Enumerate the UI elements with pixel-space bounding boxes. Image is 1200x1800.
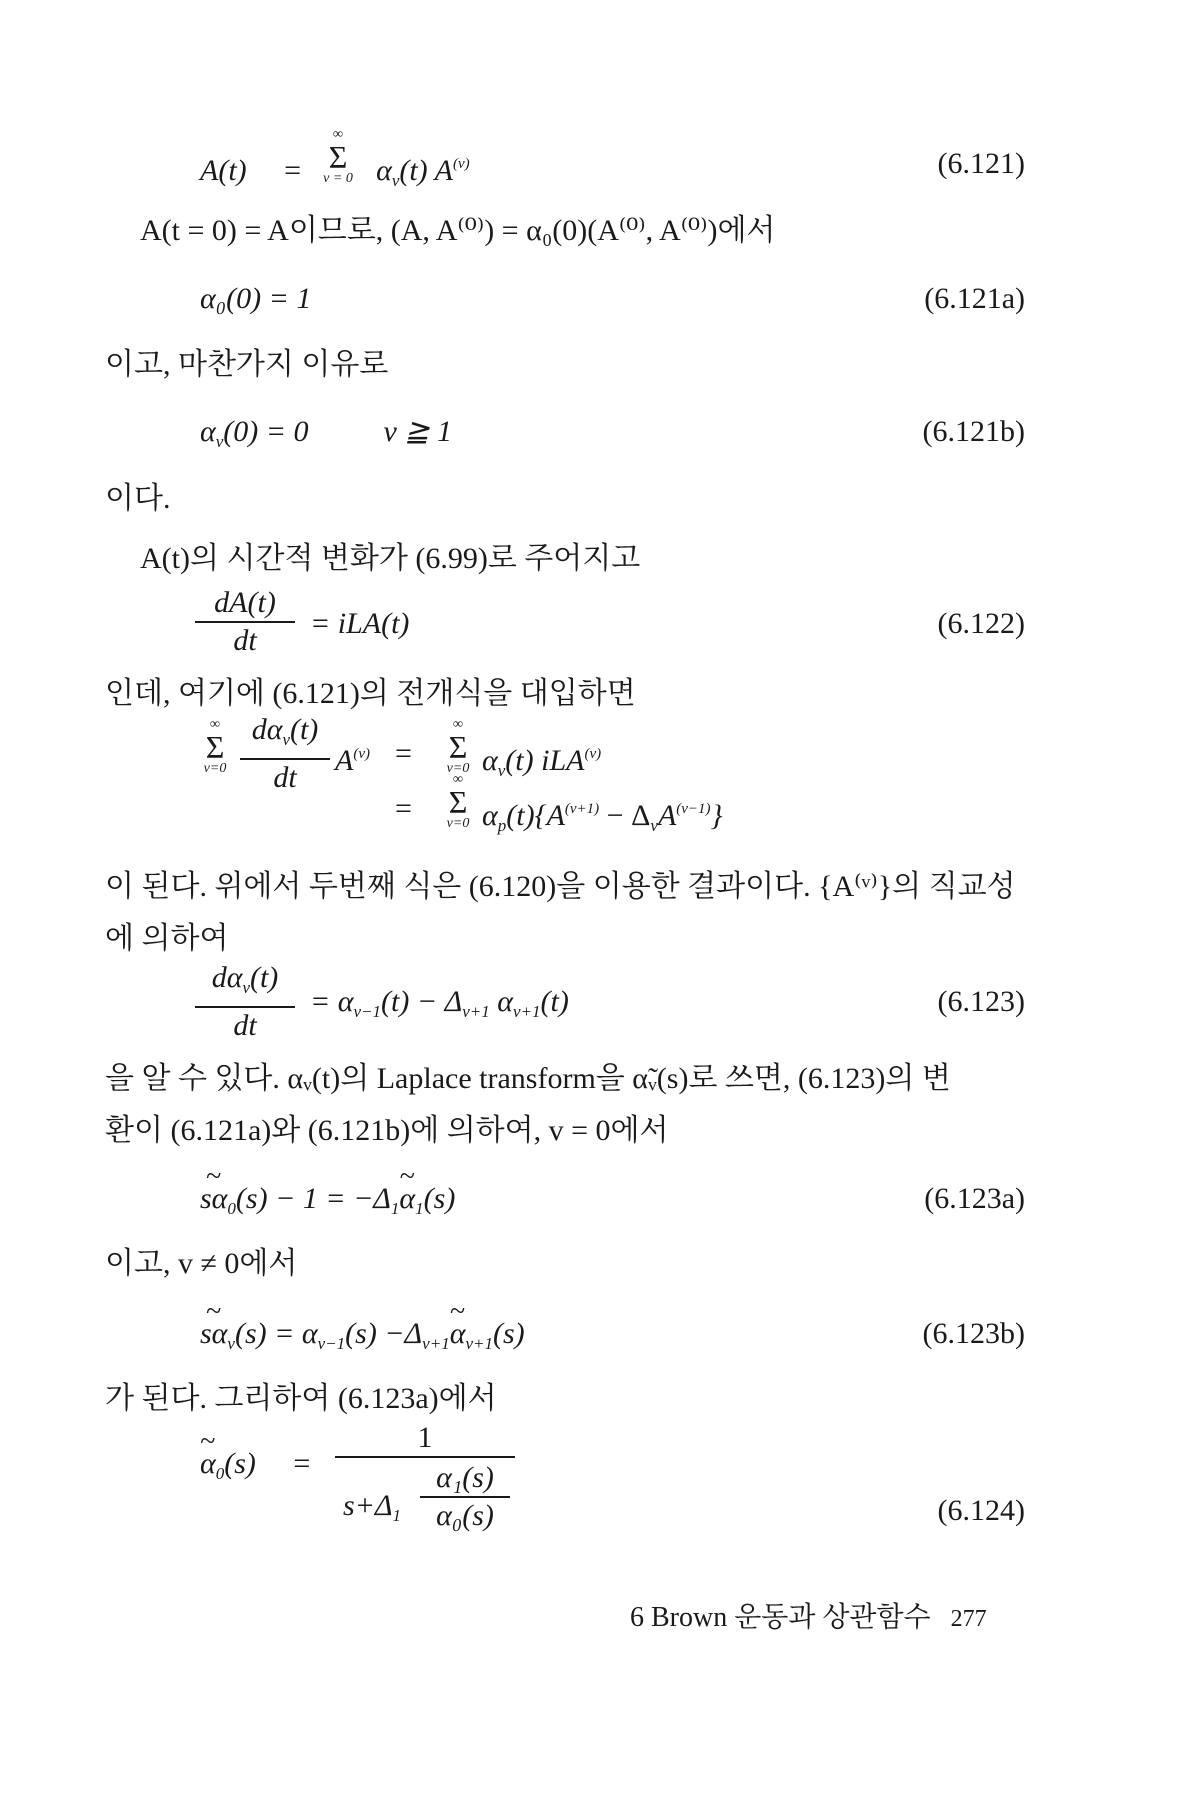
fraction-numerator: 1 [417, 1421, 433, 1454]
eq-sub: v+1 [512, 1002, 541, 1021]
eq-part: (s) −Δ [345, 1317, 423, 1350]
num-sub: v [282, 730, 290, 749]
eq-sub: v+1 [465, 1334, 493, 1353]
page-number: 277 [950, 1606, 987, 1632]
fraction-continued [335, 1420, 515, 1554]
equation-number: (6.121) [937, 147, 1025, 180]
fraction-dA-dt [195, 585, 295, 659]
equation-6-123b [200, 1315, 525, 1363]
equation-number: (6.123) [937, 985, 1025, 1018]
text-line: 이고, v ≠ 0에서 [105, 1247, 298, 1280]
eq-sub: v+1 [422, 1334, 450, 1353]
eq-alpha: α [200, 415, 216, 448]
sigma: Σ [448, 784, 468, 820]
equals-sign: = [395, 792, 412, 825]
eq-sub: v [650, 816, 658, 835]
eq-sub: v−1 [317, 1334, 346, 1353]
eq-sup: (v) [584, 746, 602, 762]
eq-part: = α [310, 985, 354, 1018]
eq-part: (s) [224, 1447, 256, 1480]
eq-A: A [657, 799, 677, 832]
den-prefix [343, 1488, 401, 1534]
eq-part: α [399, 1182, 416, 1215]
eq-sub: v [227, 1334, 235, 1353]
text-line: 이 된다. 위에서 두번째 식은 (6.120)을 이용한 결과이다. {A⁽ᵛ⁾}의 직교성 [105, 870, 1016, 903]
eq-minus-delta: − Δ [599, 799, 651, 832]
summation-sign [318, 128, 358, 186]
equation-number: (6.123b) [922, 1317, 1025, 1350]
text-line: 환이 (6.121a)와 (6.121b)에 의하여, v = 0에서 [105, 1114, 669, 1147]
eq-sub: v−1 [353, 1002, 382, 1021]
eq-part: (s) [492, 1317, 525, 1350]
eq-brace: } [710, 799, 723, 832]
equation-6-123a [200, 1180, 455, 1228]
eq-sup: (v) [353, 746, 370, 762]
eq-part: sα [200, 1182, 228, 1215]
eq-part: (t) − Δ [381, 985, 463, 1018]
sum-line-1-rhs [482, 735, 601, 790]
eq-sub: 1 [392, 1506, 402, 1525]
eq-sub: 0 [227, 1199, 236, 1218]
sigma: Σ [205, 729, 225, 765]
num-rest: (t) [289, 713, 319, 746]
eq-A: A [335, 744, 354, 777]
eq-part: (s) [423, 1182, 456, 1215]
eq-rest: (0) = 0 [223, 415, 309, 448]
equation-6-124-lhs [200, 1445, 310, 1493]
sum-line-1-lhs [335, 735, 370, 780]
equals-sign: = [395, 737, 412, 770]
eq-sub: v [215, 432, 224, 451]
eq-part: s+Δ [343, 1489, 393, 1522]
eq-rest: (t) iLA [505, 744, 585, 777]
fraction-numerator [195, 960, 295, 1006]
tilde-term [200, 1445, 216, 1483]
fraction-denominator: dt [240, 758, 330, 796]
text-line: 을 알 수 있다. αᵥ(t)의 Laplace transform을 α̃ᵥ(s)로 쓰면, (6.123)의 변 [105, 1062, 951, 1095]
equation-number: (6.124) [937, 1494, 1025, 1527]
equation-6-123 [310, 983, 569, 1031]
fraction-dalpha-dt [195, 960, 295, 1044]
num-rest: (t) [249, 961, 279, 994]
running-title: 6 Brown 운동과 상관함수 [630, 1602, 931, 1633]
sigma: Σ [328, 139, 348, 175]
inner-denominator: α₀(s) [420, 1496, 510, 1534]
eq-alpha: α [482, 799, 498, 832]
eq-sub: v [391, 171, 400, 190]
eq-sub: 0 [215, 1464, 225, 1483]
fraction-denominator [335, 1456, 515, 1554]
tilde-term [200, 1180, 227, 1218]
text-line: 인데, 여기에 (6.121)의 전개식을 대입하면 [105, 677, 636, 710]
equals-sign: = [293, 1447, 311, 1480]
sigma: Σ [448, 729, 468, 765]
fraction-dalpha-dt [240, 712, 330, 796]
fraction-denominator: dt [195, 621, 295, 659]
text-line: 가 된다. 그리하여 (6.123a)에서 [105, 1382, 497, 1415]
eq-sup: (v−1) [676, 801, 711, 817]
summation-sign [438, 718, 478, 776]
page-footer [630, 1600, 987, 1637]
eq-part: α [200, 1447, 216, 1480]
equation-6-121a: α₀(0) = 1 [200, 282, 312, 315]
eq-sub: p [497, 816, 507, 835]
eq-part: sα [200, 1317, 228, 1350]
eq-rest: (t){A [506, 799, 565, 832]
text-line: 에 의하여 [105, 922, 229, 955]
eq-rhs: (t) A [399, 154, 453, 187]
sum-upper: ∞ [453, 772, 463, 787]
sum-lower: v = 0 [323, 171, 353, 186]
sum-upper: ∞ [453, 717, 463, 732]
eq-sup: (v+1) [564, 801, 600, 817]
sum-lower: v=0 [446, 761, 470, 776]
equation-6-121b [200, 413, 452, 461]
sum-upper: ∞ [333, 127, 343, 142]
equation-6-122: = iLA(t) [310, 607, 410, 640]
eq-lhs: A(t) [200, 154, 247, 187]
num-sub: v [242, 978, 250, 997]
eq-sub: v+1 [462, 1002, 490, 1021]
eq-sub: 1 [390, 1199, 400, 1218]
text-line: 이다. [105, 482, 171, 515]
fraction-denominator: dt [195, 1006, 295, 1044]
inner-fraction [420, 1460, 510, 1534]
eq-alpha: α [482, 744, 498, 777]
eq-alpha: α [376, 154, 392, 187]
tilde-term [450, 1315, 466, 1353]
sum-upper: ∞ [210, 717, 220, 732]
eq-part: (s) = α [234, 1317, 318, 1350]
eq-part: (s) − 1 = −Δ [235, 1182, 391, 1215]
equation-6-121: $A(t) = \alpha_v(t)$ $A^{(v)}$ [200, 154, 470, 190]
tilde-term [200, 1315, 227, 1353]
eq-part: (t) [540, 985, 569, 1018]
eq-sub: v [497, 761, 506, 780]
sum-line-2-rhs [482, 790, 723, 845]
eq-sub: 1 [415, 1199, 424, 1218]
tilde-term [399, 1180, 415, 1218]
text-line: A(t = 0) = A이므로, (A, A⁽⁰⁾) = α₀(0)(A⁽⁰⁾, A⁽⁰⁾)에서 [140, 214, 776, 247]
summation-sign [195, 718, 235, 776]
equation-number: (6.121a) [924, 282, 1025, 315]
inner-numerator: α₁(s) [436, 1461, 494, 1494]
eq-part: α [489, 985, 513, 1018]
equation-number: (6.121b) [922, 415, 1025, 448]
equation-number: (6.122) [937, 607, 1025, 640]
text-line: 이고, 마찬가지 이유로 [105, 348, 389, 381]
eq-condition: v ≧ 1 [383, 415, 452, 448]
text-line: A(t)의 시간적 변화가 (6.99)로 주어지고 [140, 542, 641, 575]
sum-lower: v=0 [203, 761, 227, 776]
fraction-numerator: dA(t) [214, 586, 276, 619]
eq-sup: (v) [452, 156, 470, 172]
eq-part: α [449, 1317, 466, 1350]
summation-sign [438, 773, 478, 831]
num-text: dα [211, 961, 243, 994]
num-text: dα [251, 713, 283, 746]
fraction-numerator [240, 712, 330, 758]
equation-number: (6.123a) [924, 1182, 1025, 1215]
sum-lower: v=0 [446, 816, 470, 831]
